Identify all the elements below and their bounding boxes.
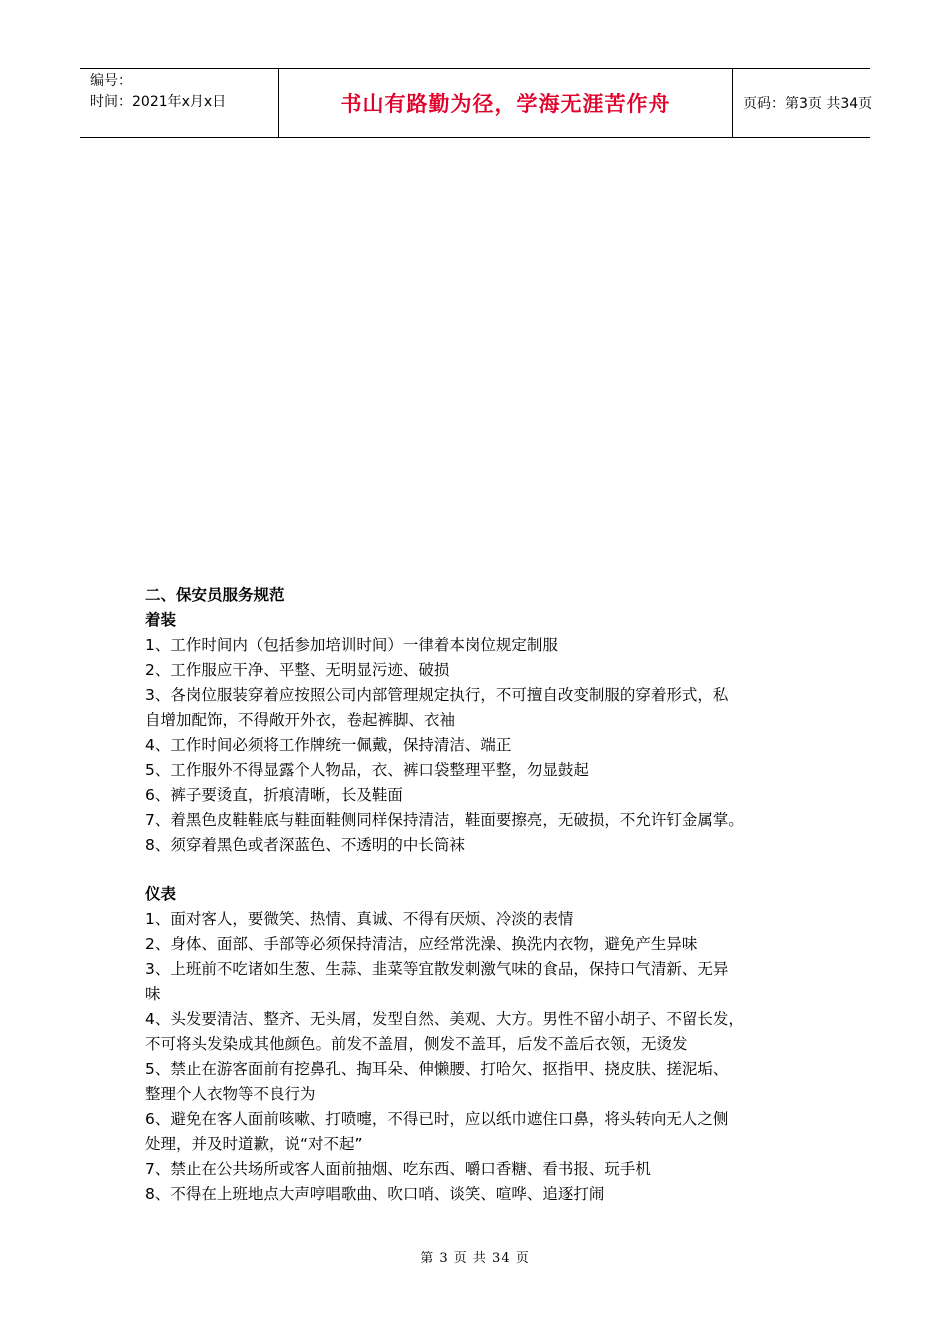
dress-line: 4、工作时间必须将工作牌统一佩戴，保持清洁、端正 bbox=[145, 736, 512, 754]
dress-line: 5、工作服外不得显露个人物品，衣、裤口袋整理平整，勿显鼓起 bbox=[145, 761, 589, 779]
appearance-heading: 仪表 bbox=[145, 885, 177, 903]
dress-line: 1、工作时间内（包括参加培训时间）一律着本岗位规定制服 bbox=[145, 636, 558, 654]
appearance-list bbox=[145, 907, 825, 1207]
dress-line: 8、须穿着黑色或者深蓝色、不透明的中长筒袜 bbox=[145, 836, 465, 854]
header-motto-cell bbox=[278, 69, 733, 137]
dress-line: 3、各岗位服装穿着应按照公司内部管理规定执行，不可擅自改变制服的穿着形式，私 bbox=[145, 686, 729, 704]
document-number: 编号： bbox=[90, 73, 132, 89]
dress-line: 6、裤子要烫直，折痕清晰，长及鞋面 bbox=[145, 786, 403, 804]
appearance-line: 2、身体、面部、手部等必须保持清洁，应经常洗澡、换洗内衣物，避免产生异味 bbox=[145, 935, 698, 953]
appearance-line: 5、禁止在游客面前有挖鼻孔、掏耳朵、伸懒腰、打哈欠、抠指甲、挠皮肤、搓泥垢、 bbox=[145, 1060, 729, 1078]
dress-line: 自增加配饰，不得敞开外衣，卷起裤脚、衣袖 bbox=[145, 711, 456, 729]
appearance-line: 处理，并及时道歉，说“对不起” bbox=[145, 1135, 363, 1153]
dress-heading: 着装 bbox=[145, 611, 177, 629]
appearance-line: 8、不得在上班地点大声哼唱歌曲、吹口哨、谈笑、喧哗、追逐打闹 bbox=[145, 1185, 605, 1203]
page-footer: 第 3 页 共 34 页 bbox=[420, 1251, 530, 1266]
appearance-line: 3、上班前不吃诸如生葱、生蒜、韭菜等宜散发刺激气味的食品，保持口气清新、无异 bbox=[145, 960, 729, 978]
section-gap bbox=[145, 858, 825, 882]
document-date: 时间：2021年x月x日 bbox=[90, 94, 227, 110]
dress-line: 7、着黑色皮鞋鞋底与鞋面鞋侧同样保持清洁，鞋面要擦亮，无破损，不允许钉金属掌。 bbox=[145, 811, 744, 829]
header-meta bbox=[80, 69, 278, 137]
dress-list bbox=[145, 633, 825, 858]
document-body bbox=[145, 583, 825, 1207]
section-title: 二、保安员服务规范 bbox=[145, 586, 285, 604]
appearance-line: 1、面对客人，要微笑、热情、真诚、不得有厌烦、冷淡的表情 bbox=[145, 910, 574, 928]
header-motto: 书山有路勤为径，学海无涯苦作舟 bbox=[340, 92, 671, 116]
appearance-line: 整理个人衣物等不良行为 bbox=[145, 1085, 316, 1103]
appearance-line: 7、禁止在公共场所或客人面前抽烟、吃东西、嚼口香糖、看书报、玩手机 bbox=[145, 1160, 651, 1178]
appearance-line: 味 bbox=[145, 985, 161, 1003]
appearance-line: 6、避免在客人面前咳嗽、打喷嚏，不得已时，应以纸巾遮住口鼻，将头转向无人之侧 bbox=[145, 1110, 729, 1128]
appearance-line: 4、头发要清洁、整齐、无头屑，发型自然、美观、大方。男性不留小胡子、不留长发， bbox=[145, 1010, 744, 1028]
appearance-line: 不可将头发染成其他颜色。前发不盖眉，侧发不盖耳，后发不盖后衣领，无烫发 bbox=[145, 1035, 688, 1053]
dress-line: 2、工作服应干净、平整、无明显污迹、破损 bbox=[145, 661, 450, 679]
header-page-info: 页码：第3页 共34页 bbox=[743, 96, 873, 112]
page-header bbox=[80, 68, 873, 138]
